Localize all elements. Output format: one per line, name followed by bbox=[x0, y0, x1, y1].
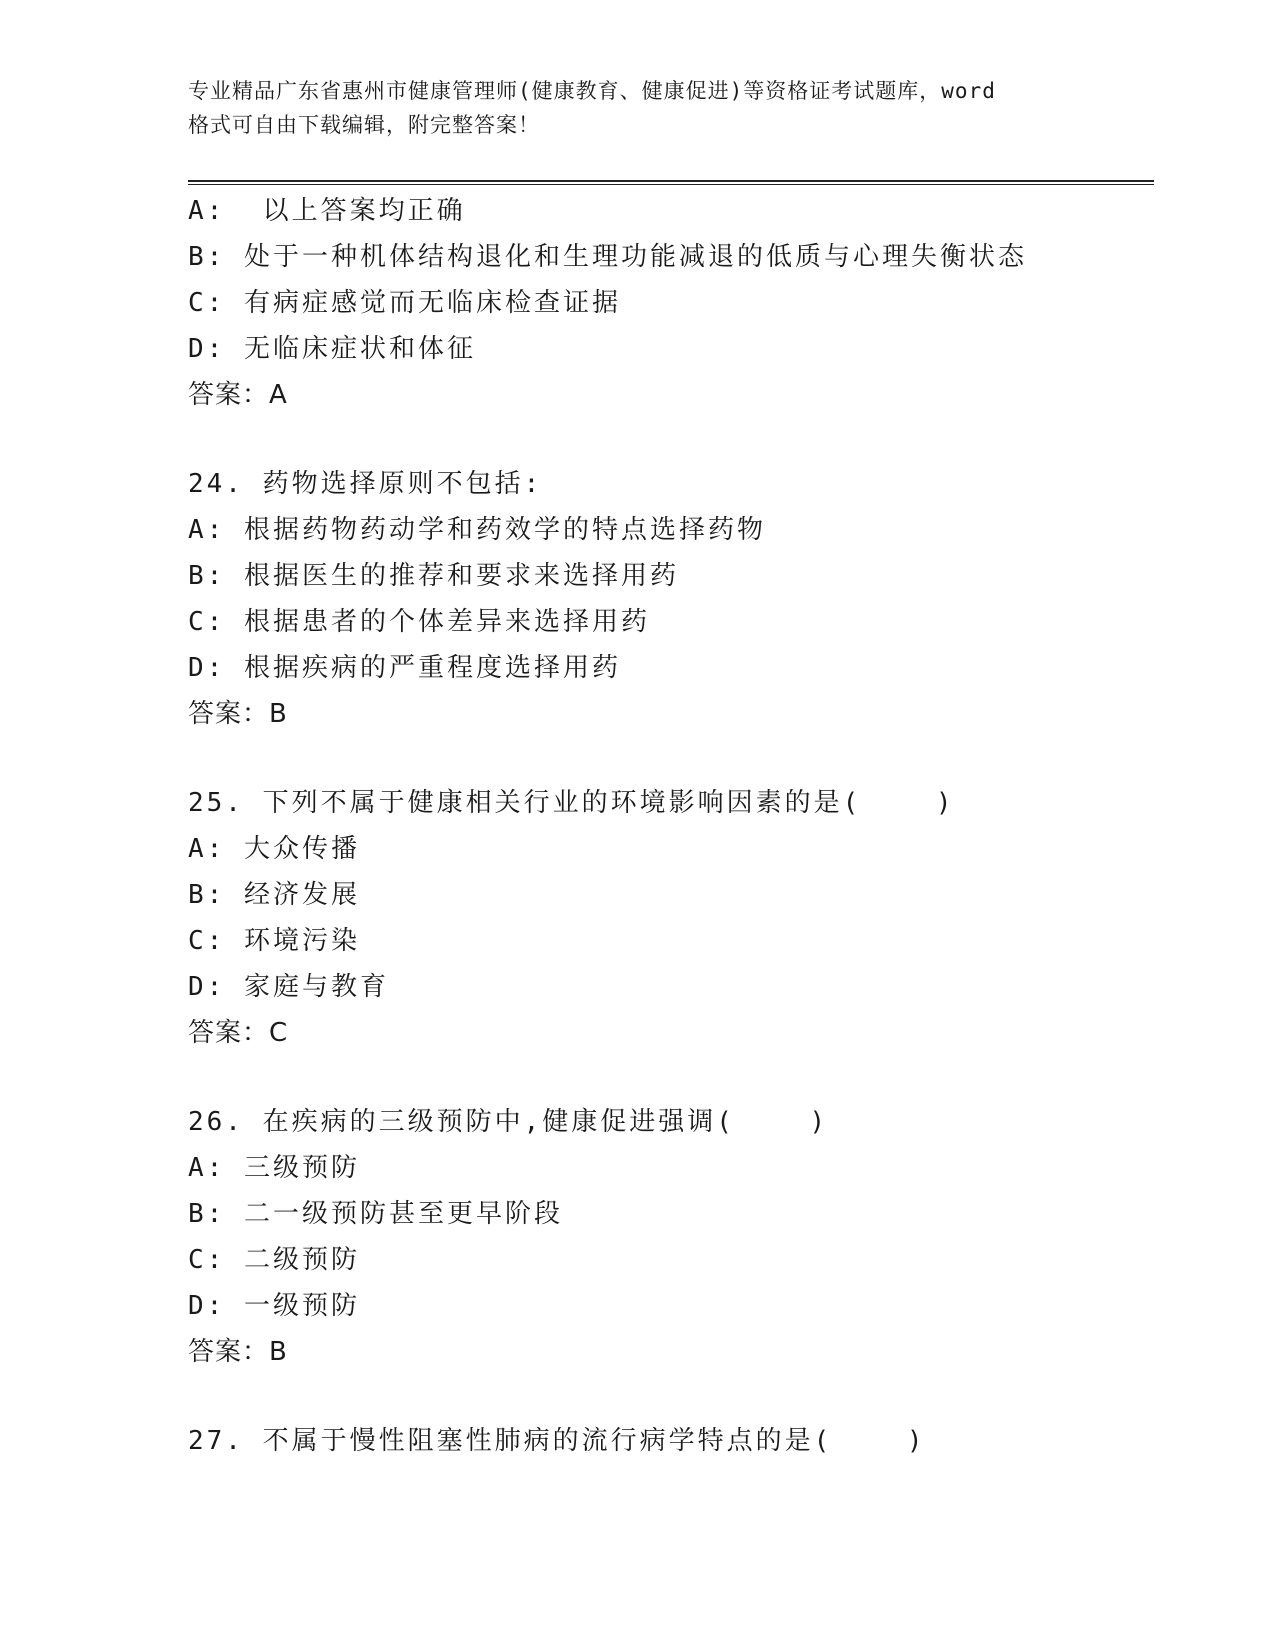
option-c: C: 环境污染 bbox=[188, 926, 360, 956]
answer: 答案：B bbox=[188, 699, 288, 729]
question-text: 24. 药物选择原则不包括: bbox=[188, 469, 543, 499]
option-a: A: 大众传播 bbox=[188, 834, 360, 864]
spacer bbox=[188, 1056, 1154, 1099]
question-23 bbox=[188, 188, 1154, 418]
spacer bbox=[188, 737, 1154, 780]
question-25 bbox=[188, 780, 1154, 1056]
spacer bbox=[188, 418, 1154, 461]
question-27 bbox=[188, 1418, 1154, 1464]
option-d: D: 无临床症状和体征 bbox=[188, 334, 476, 364]
option-c: C: 有病症感觉而无临床检查证据 bbox=[188, 288, 621, 318]
option-b: B: 处于一种机体结构退化和生理功能减退的低质与心理失衡状态 bbox=[188, 242, 1027, 272]
question-26 bbox=[188, 1099, 1154, 1375]
header-divider bbox=[188, 180, 1154, 185]
option-c: C: 根据患者的个体差异来选择用药 bbox=[188, 607, 650, 637]
option-b: B: 二一级预防甚至更早阶段 bbox=[188, 1199, 563, 1229]
option-a: A: 三级预防 bbox=[188, 1153, 360, 1183]
option-d: D: 家庭与教育 bbox=[188, 972, 389, 1002]
option-d: D: 一级预防 bbox=[188, 1291, 360, 1321]
option-a: A: 根据药物药动学和药效学的特点选择药物 bbox=[188, 515, 766, 545]
question-text: 27. 不属于慢性阻塞性肺病的流行病学特点的是( ) bbox=[188, 1426, 926, 1456]
question-24 bbox=[188, 461, 1154, 737]
page-header bbox=[188, 74, 1088, 142]
option-c: C: 二级预防 bbox=[188, 1245, 360, 1275]
answer: 答案：A bbox=[188, 380, 288, 410]
option-b: B: 根据医生的推荐和要求来选择用药 bbox=[188, 561, 679, 591]
option-b: B: 经济发展 bbox=[188, 880, 360, 910]
answer: 答案：B bbox=[188, 1337, 288, 1367]
option-a: A: 以上答案均正确 bbox=[188, 196, 466, 226]
question-text: 26. 在疾病的三级预防中,健康促进强调( ) bbox=[188, 1107, 829, 1137]
question-text: 25. 下列不属于健康相关行业的环境影响因素的是( ) bbox=[188, 788, 955, 818]
question-list bbox=[188, 188, 1154, 1464]
answer: 答案：C bbox=[188, 1018, 289, 1048]
option-d: D: 根据疾病的严重程度选择用药 bbox=[188, 653, 621, 683]
spacer bbox=[188, 1375, 1154, 1418]
header-line-1: 专业精品广东省惠州市健康管理师(健康教育、健康促进)等资格证考试题库，word bbox=[188, 79, 996, 103]
header-line-2: 格式可自由下载编辑，附完整答案！ bbox=[188, 113, 540, 137]
